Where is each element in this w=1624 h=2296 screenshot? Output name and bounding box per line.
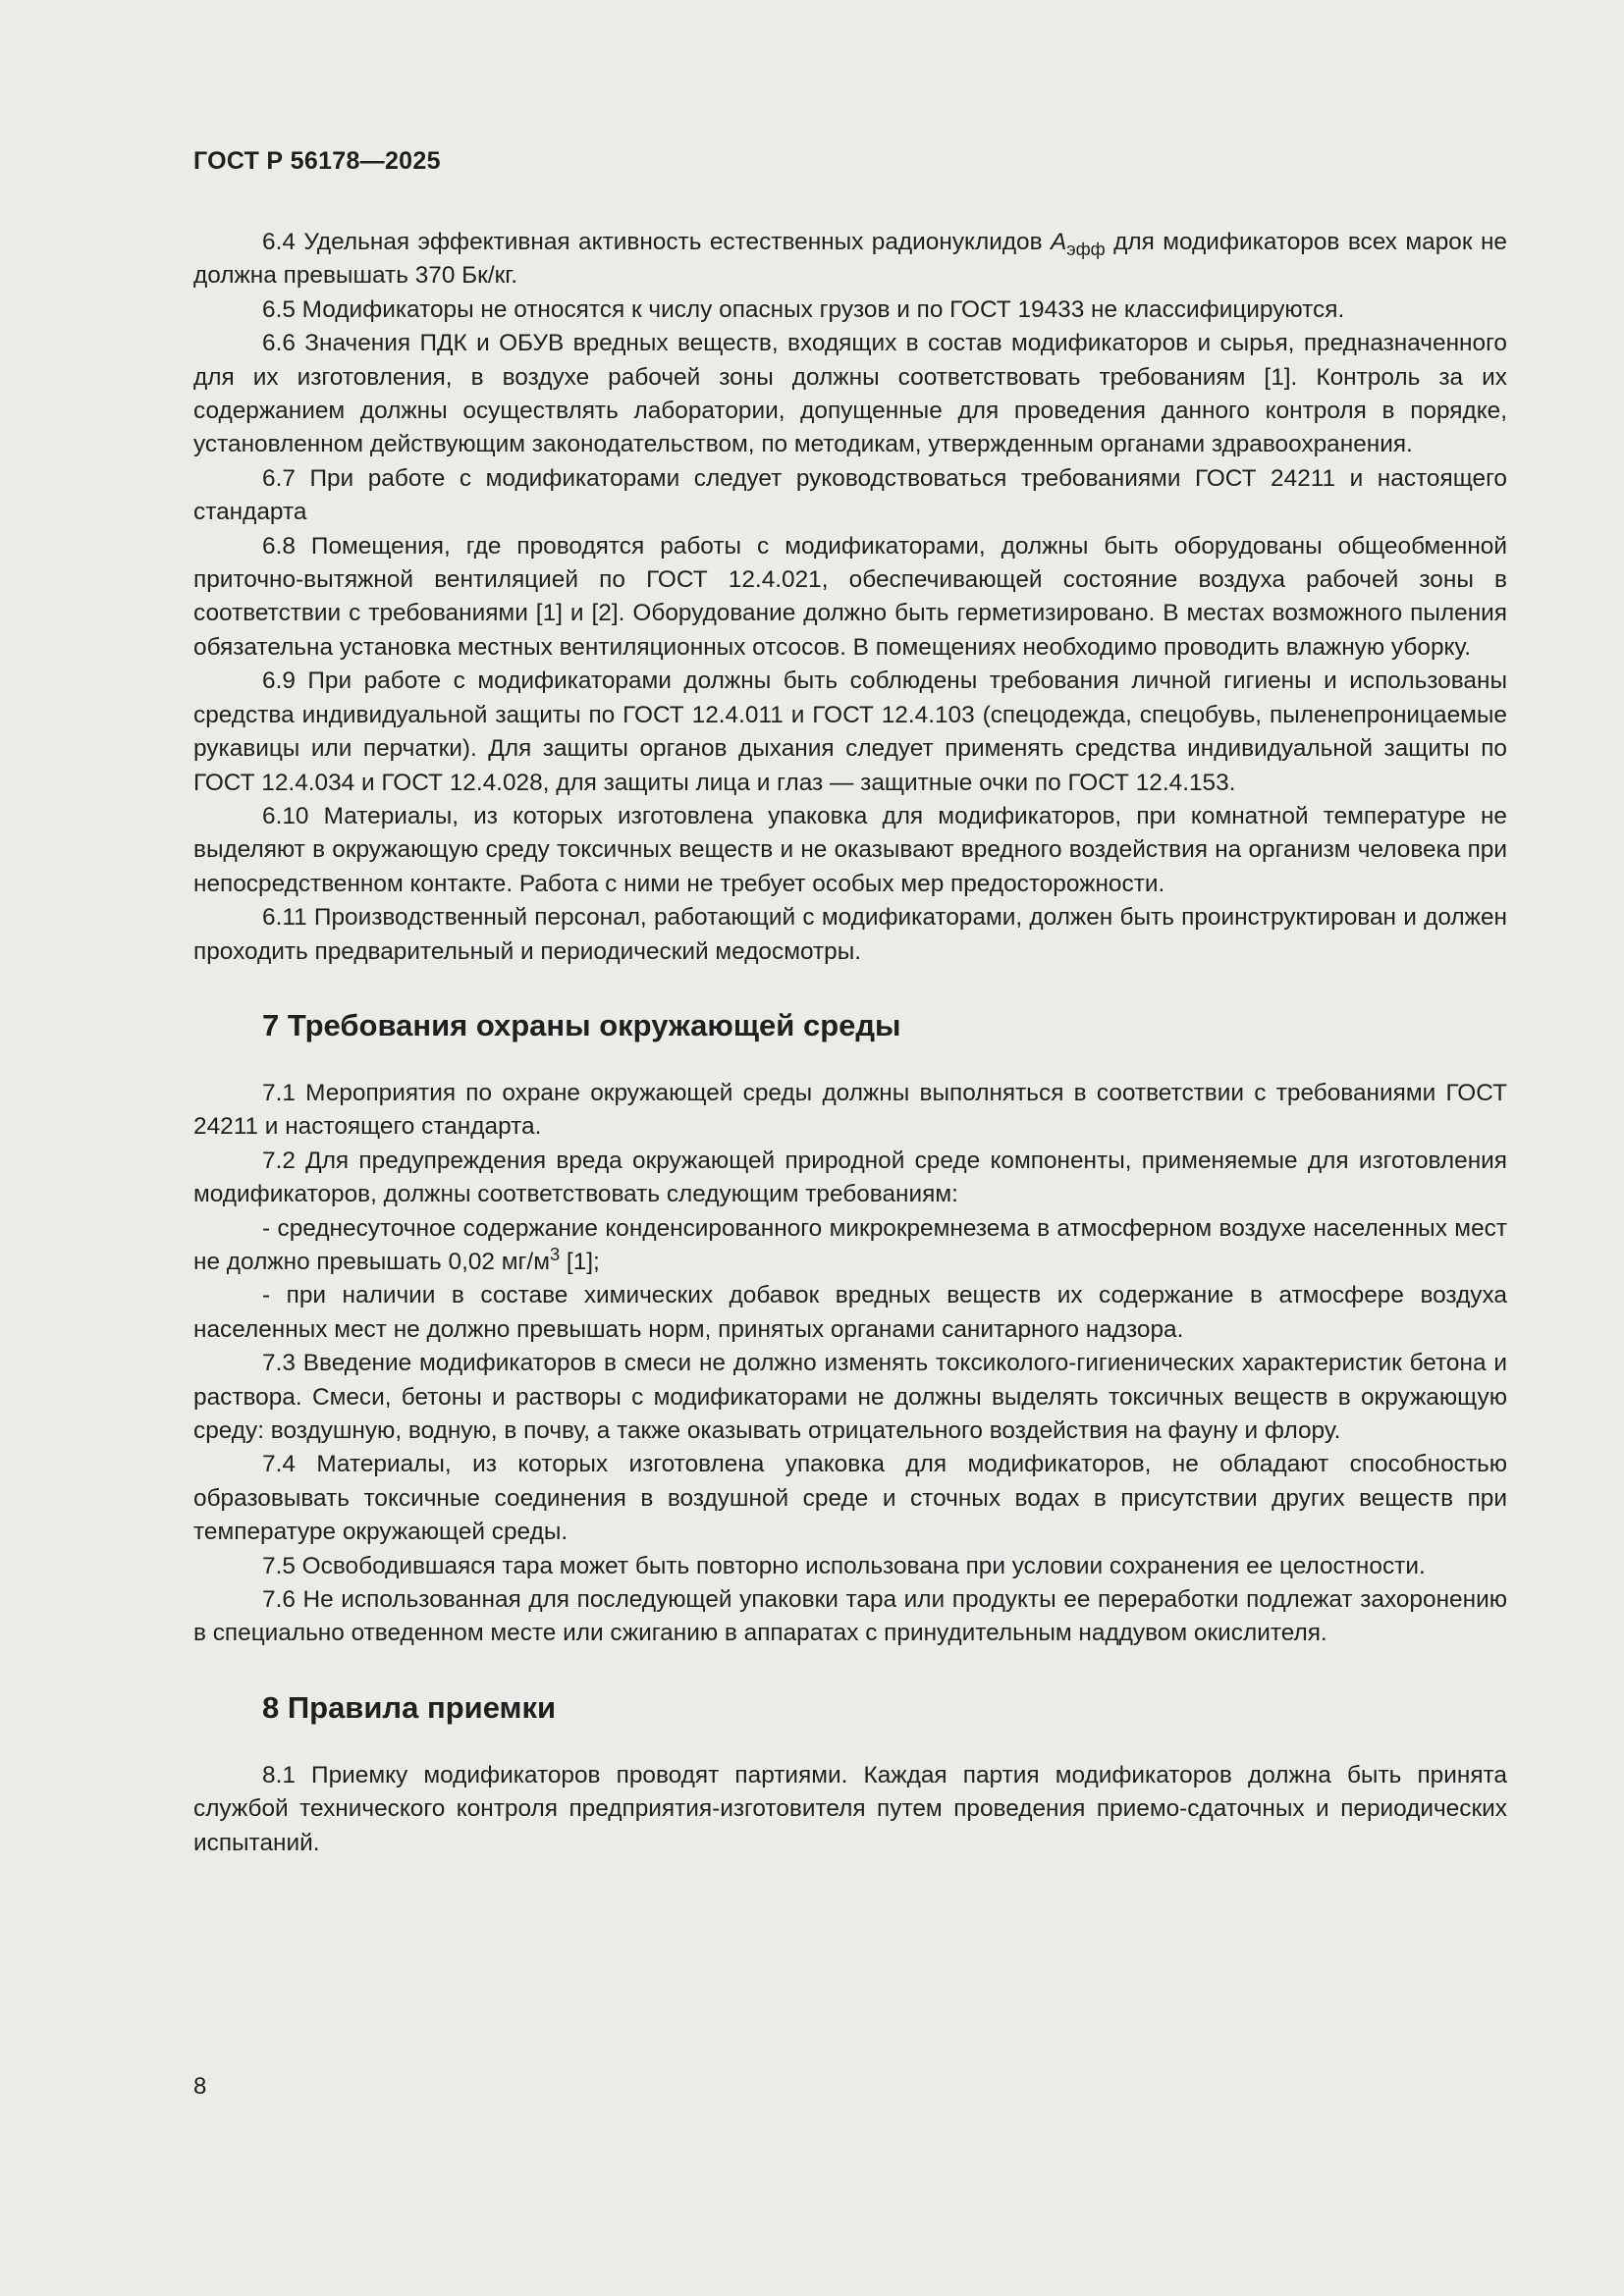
section-7-heading: 7 Требования охраны окружающей среды [262,1007,901,1042]
cubic-superscript: 3 [549,1243,561,1264]
activity-symbol: A [1051,229,1067,255]
paragraph-6-6: 6.6 Значения ПДК и ОБУВ вредных веществ, входящих в состав модификаторов и сырья, предназначенного для их изготовления, в воздухе рабочей зоны должны соответствовать требованиям [1]. Контроль за их содержанием должны осуществлять лаборатории, допущенные для проведения данного контроля в порядке, установленном действующим законодательством, по методикам, утвержденным органами здравоохранения. [193,330,1507,458]
paragraph-7-4: 7.4 Материалы, из которых изготовлена упаковка для модификаторов, не обладают способностью образовывать токсичные соединения в воздушной среде и сточных водах в присутствии других веществ при температуре окружающей среды. [193,1451,1507,1546]
paragraph-8-1: 8.1 Приемку модификаторов проводят партиями. Каждая партия модификаторов должна быть принята службой технического контроля предприятия-изготовителя путем проведения приемо-сдаточных и периодических испытаний. [193,1761,1507,1856]
list-item-microsilica: - среднесуточное содержание конденсированного микрокремнезема в атмосферном воздухе населенных мест не должно превышать 0,02 $мг/м^3$ [1]; [193,1214,1507,1275]
section-8-heading: 8 Правила приемки [262,1689,557,1725]
list-item-chemical-additives: - при наличии в составе химических добавок вредных веществ их содержание в атмосфере воздуха населенных мест не должно превышать норм, принятых органами санитарного надзора. [193,1282,1507,1343]
paragraph-6-10: 6.10 Материалы, из которых изготовлена упаковка для модификаторов, при комнатной температуре не выделяют в окружающую среду токсичных веществ и не оказывают вредного воздействия на организм человека при непосредственном контакте. Работа с ними не требует особых мер предосторожности. [193,802,1507,897]
paragraph-6-9: 6.9 При работе с модификаторами должны быть соблюдены требования личной гигиены и использованы средства индивидуальной защиты по ГОСТ 12.4.011 и ГОСТ 12.4.103 (спецодежда, спецобувь, пыленепроницаемые рукавицы или перчатки). Для защиты органов дыхания следует применять средства индивидуальной защиты по ГОСТ 12.4.034 и ГОСТ 12.4.028, для защиты лица и глаз — защитные очки по ГОСТ 12.4.153. [193,667,1507,796]
document-body [193,226,1507,1860]
paragraph-6-5: 6.5 Модификаторы не относятся к числу опасных грузов и по ГОСТ 19433 не классифицируются. [262,295,1345,323]
paragraph-6-7: 6.7 При работе с модификаторами следует руководствоваться требованиями ГОСТ 24211 и настоящего стандарта [193,464,1507,526]
activity-subscript: эфф [1066,238,1106,259]
paragraph-7-5: 7.5 Освободившаяся тара может быть повторно использована при условии сохранения ее целостности. [262,1552,1426,1579]
paragraph-7-1: 7.1 Мероприятия по охране окружающей среды должны выполняться в соответствии с требованиями ГОСТ 24211 и настоящего стандарта. [193,1079,1507,1141]
paragraph-7-2: 7.2 Для предупреждения вреда окружающей природной среде компоненты, применяемые для изготовления модификаторов, должны соответствовать следующим требованиям: [193,1147,1507,1208]
paragraph-6-4: 6.4 Удельная эффективная активность естественных радионуклидов $A_{эфф}$ для модификаторов всех марок не должна превышать 370 Бк/кг. [193,229,1507,290]
paragraph-6-8: 6.8 Помещения, где проводятся работы с модификаторами, должны быть оборудованы общеобменной приточно-вытяжной вентиляцией по ГОСТ 12.4.021, обеспечивающей состояние воздуха рабочей зоны в соответствии с требованиями [1] и [2]. Оборудование должно быть герметизировано. В местах возможного пыления обязательна установка местных вентиляционных отсосов. В помещениях необходимо проводить влажную уборку. [193,532,1507,661]
document-header-id: ГОСТ Р 56178—2025 [193,147,441,175]
paragraph-7-6: 7.6 Не использованная для последующей упаковки тара или продукты ее переработки подлежат захоронению в специально отведенном месте или сжиганию в аппаратах с принудительным наддувом окислителя. [193,1586,1507,1647]
paragraph-7-3: 7.3 Введение модификаторов в смеси не должно изменять токсиколого-гигиенических характеристик бетона и раствора. Смеси, бетоны и растворы с модификаторами не должны выделять токсичных веществ в окружающую среду: воздушную, водную, в почву, а также оказывать отрицательного воздействия на фауну и флору. [193,1350,1507,1444]
paragraph-6-11: 6.11 Производственный персонал, работающий с модификаторами, должен быть проинструктирован и должен проходить предварительный и периодический медосмотры. [193,904,1507,965]
page-number: 8 [193,2073,207,2100]
